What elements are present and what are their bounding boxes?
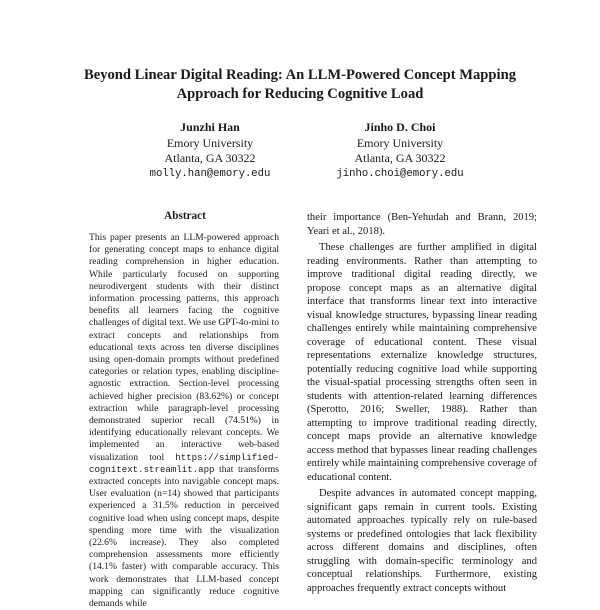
title-line-1: Beyond Linear Digital Reading: An LLM-Powered Concept Mapping <box>83 67 517 83</box>
body-paragraph-2: These challenges are further amplified in digital reading environments. Rather than attempting to improve traditional digital reading directly, we propose concept maps as an alternative digital interface that transforms linear text into interactive visual knowledge structures, bypassing linear reading challenges entirely while maintaining comprehensive coverage of educational content. These visual representations externalize knowledge structures, potentially reducing cognitive load while supporting the visual-spatial processing strengths often seen in students with attention-related learning differences (Sperotto, 2016; Sweller, 1988). Rather than attempting to improve traditional reading directly, concept maps provide an alternative knowledge access method that bypasses linear reading challenges entirely while maintaining comprehensive coverage of educational content. <box>307 242 537 483</box>
title-line-2: Approach for Reducing Cognitive Load <box>176 86 424 102</box>
author-email[interactable]: jinho.choi@emory.edu <box>336 167 464 180</box>
body-paragraph-3: Despite advances in automated concept mapping, significant gaps remain in current tools. Existing automated approaches typically rely on rule-based systems or predefined ontologies that lack flexibility across different domains and disciplines, often struggling with domain-specific terminology and conceptual relationships. Furthermore, existing approaches frequently extract concepts without <box>307 488 537 594</box>
abstract-text-1: This paper presents an LLM-powered approach for generating concept maps to enhance digital reading comprehension in higher education. While particularly focused on supporting neurodivergent students with their distinct information processing patterns, this approach benefits all learners facing the cognitive challenges of digital text. We use GPT-4o-mini to extract concepts and relationships from educational texts across ten diverse disciplines using open-domain prompts without predefined categories or relation types, enabling discipline-agnostic extraction. Section-level processing achieved higher precision (83.62%) or concept extraction while paragraph-level processing demonstrated superior recall (74.51%) in identifying educationally relevant concepts. We implemented an interactive web-based visualization tool <box>89 232 280 463</box>
abstract-heading: Abstract <box>164 210 206 222</box>
author-affiliation: Emory University <box>356 135 444 150</box>
author-block-2 <box>300 120 500 182</box>
paper-title <box>40 66 560 104</box>
author-email[interactable]: molly.han@emory.edu <box>149 167 271 180</box>
author-name: Junzhi Han <box>180 120 240 134</box>
abstract-body <box>89 232 279 610</box>
author-name: Jinho D. Choi <box>364 120 436 134</box>
abstract-text-2: that transforms extracted concepts into navigable concept maps. User evaluation (n=14) showed that participants experienced a 31.5% reduction in perceived cognitive load when using concept maps, despite spending more time with the visualization (22.6% increase). They also completed comprehension assessments more efficiently (14.1% faster) with comparable accuracy. This work demonstrates that LLM-based concept mapping can significantly reduce cognitive demands while <box>89 463 279 610</box>
abstract-url-link[interactable]: https://simplified-cognitext.streamlit.app <box>89 451 279 475</box>
body-column <box>307 211 537 600</box>
author-block-1 <box>110 120 310 182</box>
body-paragraph-1: their importance (Ben-Yehudah and Brann, 2019; Yeari et al., 2018). <box>307 212 537 237</box>
author-location: Atlanta, GA 30322 <box>354 151 446 165</box>
author-affiliation: Emory University <box>166 135 254 150</box>
author-location: Atlanta, GA 30322 <box>164 151 256 165</box>
